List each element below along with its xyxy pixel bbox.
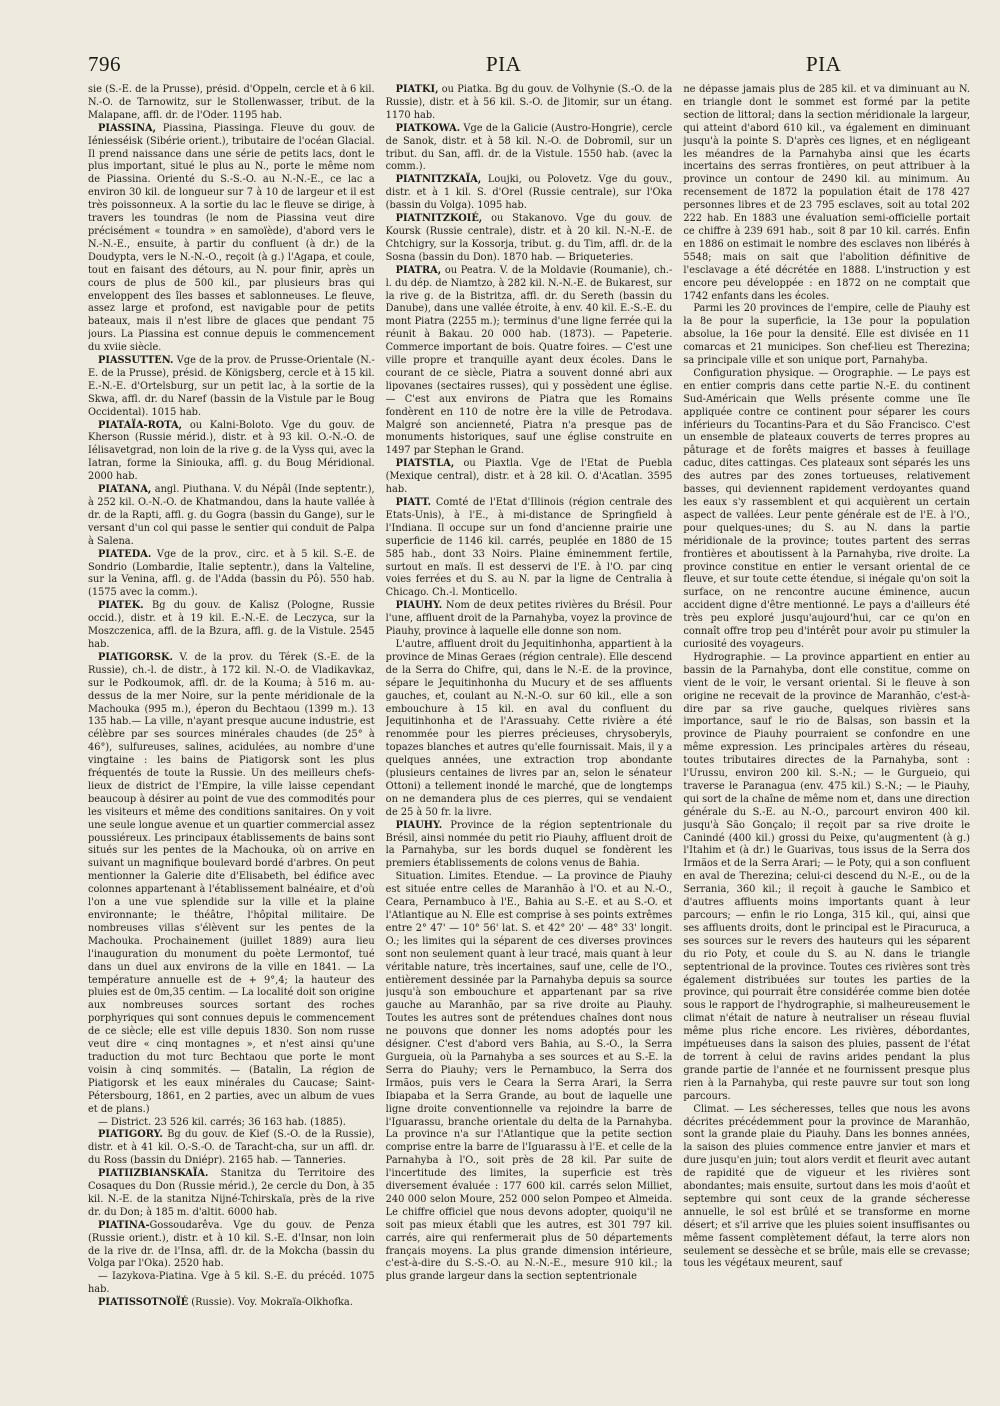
dictionary-entry <box>88 1220 375 1272</box>
dictionary-entry <box>88 484 375 549</box>
entry-text: ou Piaxtla. Vge de l'Etat de Puebla (Mexique central), distr. et à 28 kil. O. d'Acatlan. 3595 hab. <box>385 458 673 496</box>
dictionary-entry <box>88 1168 375 1220</box>
entry-text: angl. Piuthana. V. du Népâl (Inde septentr.), à 252 kil. O.-N.-O. de Khatmandou, dans la haute vallée à dr. de la Rapti, affl. g. du Gogra (bassin du Gange), sur le versant d'un col qui passe le sentier qui conduit de Palpa à Salena. <box>88 484 375 547</box>
running-head-right: PIA <box>806 52 842 76</box>
dictionary-entry <box>386 871 673 1284</box>
entry-text: Comté de l'Etat d'Illinois (région centrale des Etats-Unis), à l'E., à mi-distance de Springfield à l'Indiana. Il occupe sur un fond d'ancienne prairie une superficie de 1146 kil. carrés, peuplée en 1880 de 15 585 hab., dont 33 Noirs. Plaine éminemment fertile, surtout en maïs. Il est desservi de l'E. à l'O. par cinq voies ferrées et du S. au N. par la ligne de Centralia à Chicago. Ch.-l. Monticello. <box>385 497 673 599</box>
entry-headword: PIATINA- <box>98 1219 150 1231</box>
dictionary-entry <box>386 265 673 459</box>
dictionary-entry <box>386 600 673 639</box>
dictionary-entry <box>386 213 673 265</box>
entry-headword: PIATIGORY. <box>98 1129 163 1141</box>
entry-text: Vge de la Galicie (Austro-Hongrie), cercle de Sanok, distr. et à 58 kil. N.-O. de Dobromil, sur un tribut. du San, affl. dr. de la Vistule. 1550 hab. (avec la comm.). <box>385 122 673 173</box>
dictionary-entry <box>88 1117 375 1130</box>
dictionary-entry <box>386 639 673 820</box>
entry-headword: PIATSTLA, <box>395 458 455 470</box>
entry-text: Bg du gouv. de Kalisz (Pologne, Russie occid.), distr. et à 19 kil. E.-N.-E. de Leczyca, sur la Moszczenica, affl. de la Bzura, affl. g. de la Vistule. 2545 hab. <box>88 600 375 650</box>
entry-text: (Russie). Voy. Mokraïa-Olkhofka. <box>188 1297 353 1309</box>
entry-text: Stanitza du Territoire des Cosaques du Don (Russie mérid.), 2e cercle du Don, à 35 kil. N.-E. de la stanitza Nijné-Tchirskaïa, près de la rive dr. du Don; à 185 m. d'altit. 6000 hab. <box>88 1168 375 1218</box>
dictionary-entry <box>88 1297 375 1310</box>
entry-headword: PIATAÏA-ROTA, <box>98 419 183 431</box>
dictionary-entry <box>88 355 375 420</box>
dictionary-entry <box>386 820 673 872</box>
page-number: 796 <box>88 52 121 76</box>
dictionary-entry <box>88 600 375 652</box>
entry-text: Vge de la prov., circ. et à 5 kil. S.-E. de Sondrio (Lombardie, Italie septentr.), dans la Valteline, sur la Venina, affl. g. de l'Adda (bassin du Pô). 550 hab. (1575 avec la comm.). <box>88 548 375 599</box>
column-1 <box>88 84 375 1394</box>
dictionary-entry <box>386 174 673 213</box>
entry-text: Situation. Limites. Etendue. — La province de Piauhy est située entre celles de Maranhão à l'O. et au N.-O., Ceara, Pernambuco à l'E., Bahia au S.-E. et au S.-O. et l'Atlantique au N. Elle est comprise à ses points extrêmes entre 2° 47' — 10° 56' lat. S. et 42° 20' — 48° 33' longit. O.; les limites qui la séparent de ces diverses provinces sont non seulement quant à leur tracé, mais quant à leur véritable nature, très incertaines, sauf une, celle de l'O., entièrement dessinée par la Parnahyba depuis sa source jusqu'à son embouchure et appartenant par sa rive gauche au Maranhão, par sa rive droite au Piauhy. Toutes les autres sont de prétendues chaînes dont nous ne pouvons que donner les noms adoptés pour les désigner. C'est d'abord vers Bahia, au S.-O., la Serra Gurgueia, où la Parnahyba a ses sources et au S.-E. la Serra do Piauhy; vers le Pernambuco, la Serra dos Irmãos, puis vers le Ceara la Serra Arari, la Serra Ibiapaba et la Serra Grande, au bout de laquelle une ligne droite conventionnelle va rejoindre la barre de l'Iguarassu, branche orientale du delta de la Parnahyba. La province n'a sur l'Atlantique que la petite section comprise entre la barre de l'Iguarassu à l'E. et celle de la Parnahyba à l'O., soit près de 28 kil. Par suite de l'incertitude des limites, la superficie est très diversement évaluée : 177 600 kil. carrés selon Milliet, 240 000 selon Moure, 252 000 selon Pompeo et Almeida. Le chiffre officiel que nous devons adopter, quoiqu'il ne soit pas mieux établi que les autres, est 301 797 kil. carrés, aire qui renfermerait plus de 50 départements français moyens. La plus grande dimension intérieure, c'est-à-dire du S.-S.-O. au N.-N.-E., mesure 910 kil.; la plus grande largeur dans la section septentrionale <box>385 871 673 1283</box>
entry-text: L'autre, affluent droit du Jequitinhonha, appartient à la province de Minas Geraes (région centrale). Elle descend de la Serra do Chifre, qui, dans le N.-E. de la province, sépare le Jequitinhonha du Mucury et de ses affluents gauches, et, coulant au N.-N.-O. sur 60 kil., elle a son embouchure à 15 kil. en aval du confluent du Jequitinhonha et de l'Arassuahy. Cette rivière a été renommée pour les pierres précieuses, chrysoberyls, topazes blanches et autres qu'elle fournissait. Mais, il y a quelques années, une extraction trop abondante (plusieurs centaines de livres par an, selon le sénateur Ottoni) a tellement inondé le marché, que de longtemps on ne demandera plus de ces pierres, qui se vendaient de 25 à 50 fr. la livre. <box>385 638 673 818</box>
entry-headword: PIATANA, <box>98 484 152 496</box>
entry-text: Nom de deux petites rivières du Brésil. Pour l'une, affluent droit de la Parnahyba, voyez la province de Piauhy, province à laquelle elle donne son nom. <box>385 600 673 638</box>
dictionary-entry <box>683 368 970 652</box>
entry-text: Province de la région septentrionale du Brésil, ainsi nommée du petit rio Piauhy, affluent droit de la Parnahyba, sur les bords duquel se fondèrent les premiers établissements de colons venus de Bahia. <box>385 819 673 870</box>
entry-headword: PIATNITZKOIÉ, <box>395 213 483 225</box>
dictionary-entry <box>88 420 375 485</box>
entry-headword: PIATKI, <box>395 84 439 95</box>
entry-text: V. de la prov. du Térek (S.-E. de la Russie), ch.-l. de distr., à 172 kil. N.-O. de Vladikavkaz, sur le Podkoumok, affl. dr. de la Kouma; à 516 m. au-dessus de la mer Noire, sur la pente méridionale de la Machouka (995 m.), éperon du Bechtaou (1399 m.). 13 135 hab.— La ville, n'ayant presque aucune industrie, est célèbre par ses sources minérales chaudes (de 25° à 46°), sulfureuses, salines, acidulées, au nombre d'une vingtaine : les bains de Piatigorsk sont les plus fréquentés de toute la Russie. Un des meilleurs chefs-lieux de district de l'Empire, la ville laisse cependant beaucoup à désirer au point de vue des commodités pour les visiteurs et même des conditions sanitaires. On y voit une seule longue avenue et un quartier commercial assez poussiéreux. Les principaux établissements de bains sont situés sur les pentes de la Machouka, où on arrive en suivant un magnifique boulevard bordé d'arbres. On peut mentionner la Galerie dite d'Elisabeth, bel édifice avec colonnes appartenant à l'établissement balnéaire, et d'où l'on a une vue splendide sur la ville et la plaine environnante; le théâtre, l'hôpital militaire. De nombreuses villas s'élèvent sur les pentes de la Machouka. Prochainement (juillet 1889) aura lieu l'inauguration du monument du poète Lermontof, tué dans un duel aux environs de la ville en 1841. — La température annuelle est de + 9°,4; la hauteur des pluies est de 0m,35 centim. — La localité doit son origine aux nombreuses sources sortant des roches porphyriques qui sont connues depuis le commencement de ce siècle; elle est ville depuis 1830. Son nom russe veut dire « cinq montagnes », et n'est ainsi qu'une traduction du mot turc Bechtaou que porte le mont voisin à cinq sommités. — (Batalin, La région de Piatigorsk et les eaux minérales du Caucase; Saint-Pétersbourg, 1861, en 2 parties, avec un album de vues et de plans.) <box>88 651 375 1115</box>
entry-headword: PIASSUTTEN. <box>98 355 174 367</box>
entry-headword: PIAUHY. <box>395 600 443 612</box>
dictionary-entry <box>683 1104 970 1272</box>
entry-text: Hydrographie. — La province appartient en entier au bassin de la Parnahyba, dont elle constitue, comme on vient de le voir, le versant oriental. Si le fleuve à son origine ne recevait de la province de Maranhão, c'est-à-dire par sa rive gauche, quelques rivières sans importance, sauf le rio de Balsas, son bassin et la province de Piauhy pourraient se confondre en une même expression. Les principales artères du réseau, toutes tributaires directes de la Parnahyba, sont : l'Urussu, environ 200 kil. S.-N.; — le Gurgueio, qui traverse le Paranagua (env. 475 kil.) S.-N.; — le Piauhy, qui sort de la chaîne de même nom et, dans une direction générale du S.-E. au N.-O., parcourt environ 400 kil. jusqu'à São Gonçalo; il reçoit par sa rive droite le Canindé (400 kil.) grossi du Peixe, qu'augmentent (à g.) l'Itahim et (à dr.) le Guarivas, tous issus de la Serra dos Irmãos et de la Serra Arari; — le Poty, qui a son confluent en aval de Therezina; celui-ci descend du N.-E., ou de la Serrania, 360 kil.; il reçoit à gauche le Sambico et d'autres affluents moins importants quant à leur parcours; — enfin le rio Longa, 315 kil., qui, ainsi que ses affluents droits, dont le principal est le Piracuruca, a ses sources sur le revers des hauteurs qui les séparent du rio Poty, et coule du S. au N. dans le triangle septentrional de la province. Toutes ces rivières sont très également distribuées sur toutes les parties de la province, qui pourrait être considérée comme bien dotée sous le rapport de l'hydrographie, si malheureusement le climat n'était de nature à neutraliser un réseau fluvial même plus riche encore. Les rivières, débordantes, impétueuses dans la saison des pluies, passent de l'état de torrent à celui de ravins arides pendant la plus grande partie de l'année et ne fournissent presque plus rien à la Parnahyba, qui reste pauvre sur tout son long parcours. <box>683 651 970 1102</box>
entry-text: — Iazykova-Piatina. Vge à 5 kil. S.-E. du précéd. 1075 hab. <box>88 1271 375 1296</box>
column-3 <box>683 84 970 1394</box>
dictionary-entry <box>88 123 375 355</box>
entry-text: Loujki, ou Polovetz. Vge du gouv., distr. et à 1 kil. S. d'Orel (Russie centrale), sur l'Oka (bassin du Volga). 1095 hab. <box>385 174 673 212</box>
entry-headword: PIATIIZBIANSKAÏA. <box>98 1168 209 1180</box>
entry-text: Climat. — Les sécheresses, telles que nous les avons décrites précédemment pour la province de Maranhão, sont la grande plaie du Piauhy. Dans les bonnes années, la saison des pluies commence entre janvier et mars et dure jusqu'en juin; tout alors verdit et fleurit avec autant de rapidité que de vigueur et les rivières sont abondantes; mais ensuite, surtout dans les mois d'août et septembre qui sont ceux de la grande sécheresse annuelle, le sol est brûlé et se transforme en morne désert; et s'il arrive que les pluies soient insuffisantes ou même fassent complètement défaut, la terre alors non seulement se dessèche et se brûle, mais elle se crevasse; tous les végétaux meurent, sauf <box>683 1103 970 1270</box>
entry-text: ne dépasse jamais plus de 285 kil. et va diminuant au N. en triangle dont le sommet est formé par la petite section de littoral; dans la section méridionale la largeur, qui atteint d'abord 610 kil., va également en diminuant jusqu'à la pointe S. D'après ces lignes, et en négligeant les méandres de la Parnahyba ainsi que les écarts incertains des serras frontières, on peut attribuer à la province un contour de 2490 kil. au minimum. Au recensement de 1872 la population était de 178 427 personnes libres et de 23 795 esclaves, soit au total 202 222 hab. En 1883 une évaluation semi-officielle portait ce chiffre à 239 691 hab., soit 8 par 10 kil. carrés. Enfin en 1886 on estimait le nombre des esclaves non libérés à 5548; mais on sait que l'abolition définitive de l'esclavage a été décrétée en 1888. L'instruction y est encore peu développée : en 1872 on ne comptait que 1742 enfants dans les écoles. <box>683 84 970 302</box>
entry-text: Gossoudarêva. Vge du gouv. de Penza (Russie orient.), distr. et à 10 kil. S.-E. d'Insar, non loin de la rive dr. de l'Insa, affl. dr. de la Mokcha (bassin du Volga par l'Oka). 2520 hab. <box>88 1219 375 1270</box>
entry-text: ou Stakanovo. Vge du gouv. de Koursk (Russie centrale), distr. et à 20 kil. N.-N.-E. de Chtchigry, sur la Kossorja, tribut. g. du Tim, affl. dr. de la Sosna (bassin du Don). 1870 hab. — Briqueteries. <box>385 213 673 263</box>
entry-headword: PIATEK. <box>98 600 144 612</box>
entry-text: Vge de la prov. de Prusse-Orientale (N.-E. de la Prusse), présid. de Königsberg, cercle et à 15 kil. E.-N.-E. d'Ortelsburg, sur un petit lac, à la sortie de la Skwa, affl. dr. du Naref (bassin de la Vistule par le Boug Occidental). 1015 hab. <box>88 355 375 418</box>
entry-text: Parmi les 20 provinces de l'empire, celle de Piauhy est la 8e pour la superficie, la 13e pour la population absolue, la 16e pour la densité. Elle est divisée en 11 comarcas et 21 municipes. Son chef-lieu est Therezina; sa principale ville et son unique port, Parnahyba. <box>683 303 970 367</box>
dictionary-entry <box>88 1271 375 1297</box>
entry-text: ou Piatka. Bg du gouv. de Volhynie (S.-O. de la Russie), distr. et à 56 kil. S.-O. de Jitomir, sur un étang. 1170 hab. <box>385 84 673 121</box>
dictionary-entry <box>386 84 673 123</box>
entry-headword: PIATISSOTNOÏÉ <box>98 1297 189 1309</box>
column-2 <box>386 84 673 1394</box>
entry-headword: PIATEDA. <box>98 548 152 560</box>
entry-headword: PIATRA, <box>395 264 442 276</box>
entry-headword: PIATNITZKAÏA, <box>395 174 482 186</box>
entry-text: Piassina, Piassinga. Fleuve du gouv. de Iéniesséisk (Sibérie orient.), tributaire de l'océan Glacial. Il prend naissance dans une série de petits lacs, dont le plus important, situé le plus au N., porte le même nom de Piassina. Orienté du S.-S.-O. au N.-N.-E., ce lac a environ 30 kil. de longueur sur 7 à 10 de largeur et il est très poissonneux. A la sortie du lac le fleuve se dirige, à travers les toundras (le nom de Piassina veut dire précisément « toundra » en samoïède), d'abord vers le N.-N.-E., ensuite, à partir du confluent (à dr.) de la Doudypta, vers le N.-N.-O., reçoit (à g.) l'Agapa, et coule, tout en faisant des détours, au N. pour finir, après un cours de plus de 500 kil., par plusieurs bras qui enveloppent des îles basses et sablonneuses. Le fleuve, assez large et profond, est navigable pour de petits bateaux, mais il n'est libre de glaces que pendant 75 jours. La Piassina est connue depuis le commencement du xviie siècle. <box>88 122 375 354</box>
text-columns <box>88 84 970 1394</box>
entry-headword: PIATKOWA. <box>395 122 461 134</box>
dictionary-entry <box>88 549 375 601</box>
entry-text: Configuration physique. — Orographie. — Le pays est en entier compris dans cette partie N.-E. du continent Sud-Américain que Wells présente comme une île appliquée contre ce continent pour séparer les cours inférieurs du Tocantins-Para et du São Francisco. C'est un ensemble de plateaux couverts de terres propres au pâturage et de forêts maigres et basses à feuillage caduc, dites cattingas. Ces plateaux sont séparés les uns des autres par des zones tortueuses, relativement basses, qui deviennent rapidement verdoyantes quand les eaux s'y rassemblent et qui acquièrent un certain aspect de vallées. Leur pente générale est de l'E. à l'O., pour quelques-unes; du S. au N. dans la partie méridionale de la province; toutes partent des serras frontières et aboutissent à la Parnahyba, rive droite. La province constitue en entier le versant oriental de ce fleuve, et sur toute cette étendue, si inégale qu'on soit la surface, on ne rencontre aucune éminence, aucun accident digne d'être mentionné. Le pays a d'ailleurs été très peu exploré jusqu'aujourd'hui, car ce qu'on en connaît offre trop peu d'intérêt pour avoir pu stimuler la curiosité des voyageurs. <box>683 367 970 650</box>
running-header <box>0 52 1000 88</box>
running-head-left: PIA <box>486 52 522 76</box>
entry-text: ou Peatra. V. de la Moldavie (Roumanie), ch.-l. du dép. de Niamtzo, à 282 kil. N.-N.-E. de Bukarest, sur la rive g. de la Bistritza, affl. dr. du Sereth (bassin du Danube), dans une vallée étroite, à env. 40 kil. E.-S.-E. du mont Piatra (2255 m.); terminus d'une ligne ferrée qui la réunit à Bakau. 20 000 hab. (1873). — Papeterie. Commerce important de bois. Quatre foires. — C'est une ville propre et tranquille ayant deux écoles. Dans le courant de ce siècle, Piatra a souvent donné abri aux lipovanes (sectaires russes), qui y possèdent une église. — C'est aux environs de Piatra que les Romains fondèrent en 110 de notre ère la ville de Petrodava. Malgré son ancienneté, Piatra n'a presque pas de monuments historiques, sauf une église construite en 1497 par Stephan le Grand. <box>385 264 673 457</box>
dictionary-entry <box>683 84 970 303</box>
dictionary-entry <box>386 458 673 497</box>
entry-headword: PIATT. <box>395 497 432 508</box>
dictionary-entry <box>386 123 673 175</box>
dictionary-entry <box>88 652 375 1117</box>
entry-headword: PIATIGORSK. <box>98 651 173 663</box>
entry-text: ou Kalni-Boloto. Vge du gouv. de Kherson (Russie mérid.), distr. et à 93 kil. O.-N.-O. de Iélisavetgrad, non loin de la rive g. de la Vyss qui, avec la Iatran, forme la Siniouka, affl. g. du Boug Méridional. 2000 hab. <box>88 419 375 483</box>
entry-headword: PIASSINA, <box>98 122 157 134</box>
dictionary-entry <box>386 497 673 600</box>
entry-text: Bg du gouv. de Kief (S.-O. de la Russie), distr. et à 41 kil. O.-S.-O. de Taracht-cha, sur un affl. dr. du Ross (bassin du Dniépr). 2165 hab. — Tanneries. <box>88 1129 375 1167</box>
entry-text: — District. 23 526 kil. carrés; 36 163 hab. (1885). <box>98 1116 346 1128</box>
dictionary-entry <box>683 652 970 1104</box>
dictionary-entry <box>88 84 375 123</box>
entry-headword: PIAUHY. <box>395 819 443 831</box>
dictionary-entry <box>683 303 970 368</box>
dictionary-entry <box>88 1129 375 1168</box>
entry-text: sie (S.-E. de la Prusse), présid. d'Oppeln, cercle et à 6 kil. N.-O. de Tarnowitz, sur le Stollenwasser, tribut. de la Malapane, affl. dr. de l'Oder. 1195 hab. <box>88 84 375 121</box>
